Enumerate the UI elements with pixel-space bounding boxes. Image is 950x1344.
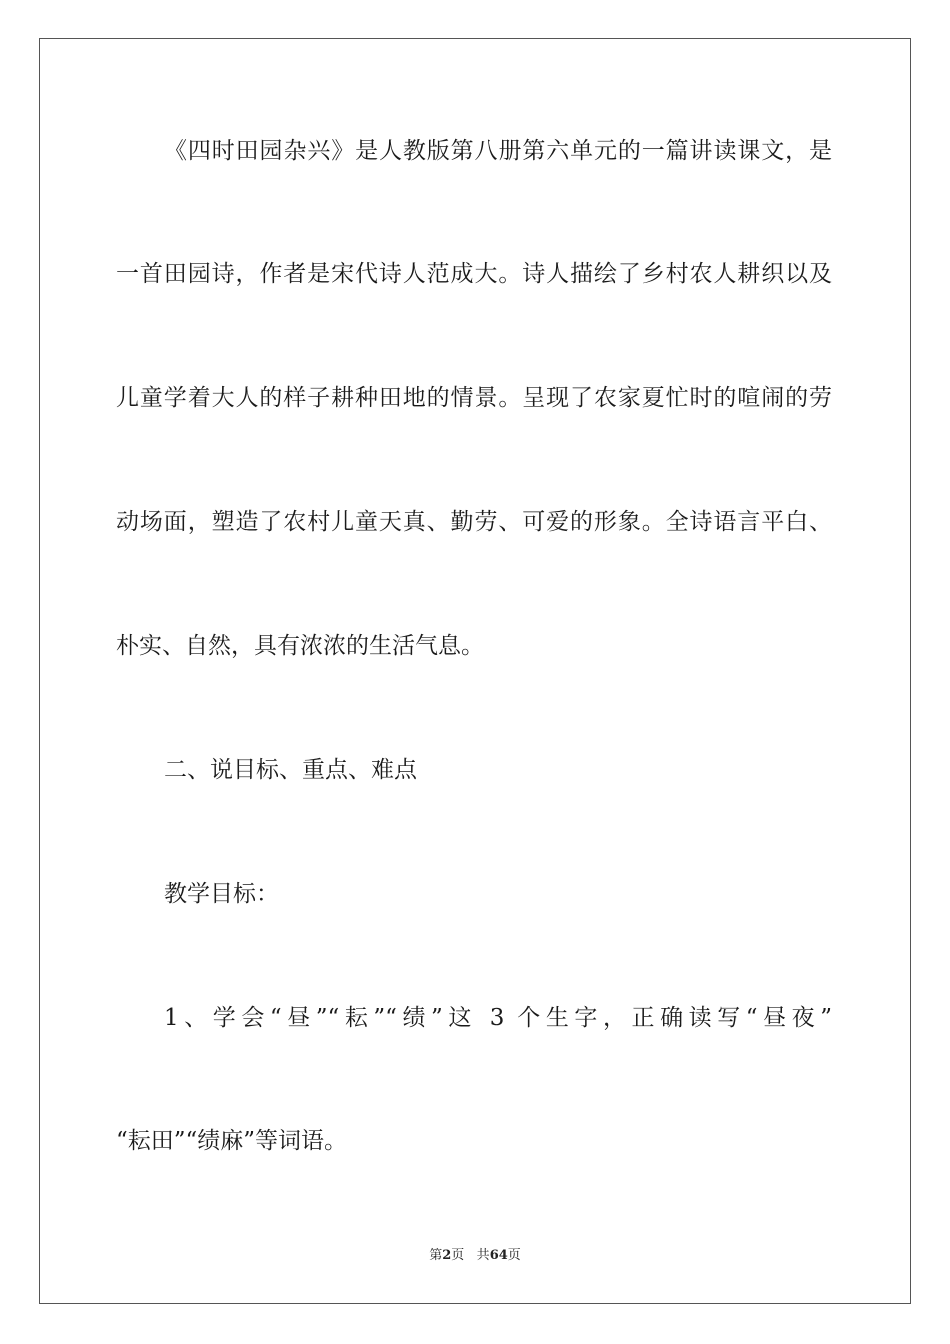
subheading-teaching-goals: 教学目标：: [164, 881, 279, 907]
paragraph-line-5: 朴实、自然，具有浓浓的生活气息。: [116, 633, 484, 659]
section-heading: 二、说目标、重点、难点: [164, 757, 417, 783]
footer-page-prefix: 第: [429, 1248, 443, 1263]
footer-page-number: 2: [442, 1248, 452, 1263]
footer-total-suffix: 页: [507, 1248, 521, 1263]
page-frame: [39, 38, 911, 1304]
paragraph-line-1: 《四时田园杂兴》是人教版第八册第六单元的一篇讲读课文，是: [164, 138, 832, 164]
paragraph-line-4: 动场面，塑造了农村儿童天真、勤劳、可爱的形象。全诗语言平白、: [116, 509, 832, 535]
goal-item-1-line-1: 1、学会“昼”“耘”“绩”这 3 个生字，正确读写“昼夜”: [164, 1005, 832, 1031]
footer-total-pages: 64: [489, 1248, 508, 1263]
paragraph-line-2: 一首田园诗，作者是宋代诗人范成大。诗人描绘了乡村农人耕织以及: [116, 261, 832, 287]
paragraph-line-3: 儿童学着大人的样子耕种田地的情景。呈现了农家夏忙时的喧闹的劳: [116, 385, 832, 411]
footer-total-prefix: 共: [476, 1248, 490, 1263]
page-footer: [0, 1246, 950, 1266]
footer-page-suffix: 页: [451, 1248, 465, 1263]
goal-item-1-line-2: “耘田”“绩麻”等词语。: [116, 1128, 348, 1154]
